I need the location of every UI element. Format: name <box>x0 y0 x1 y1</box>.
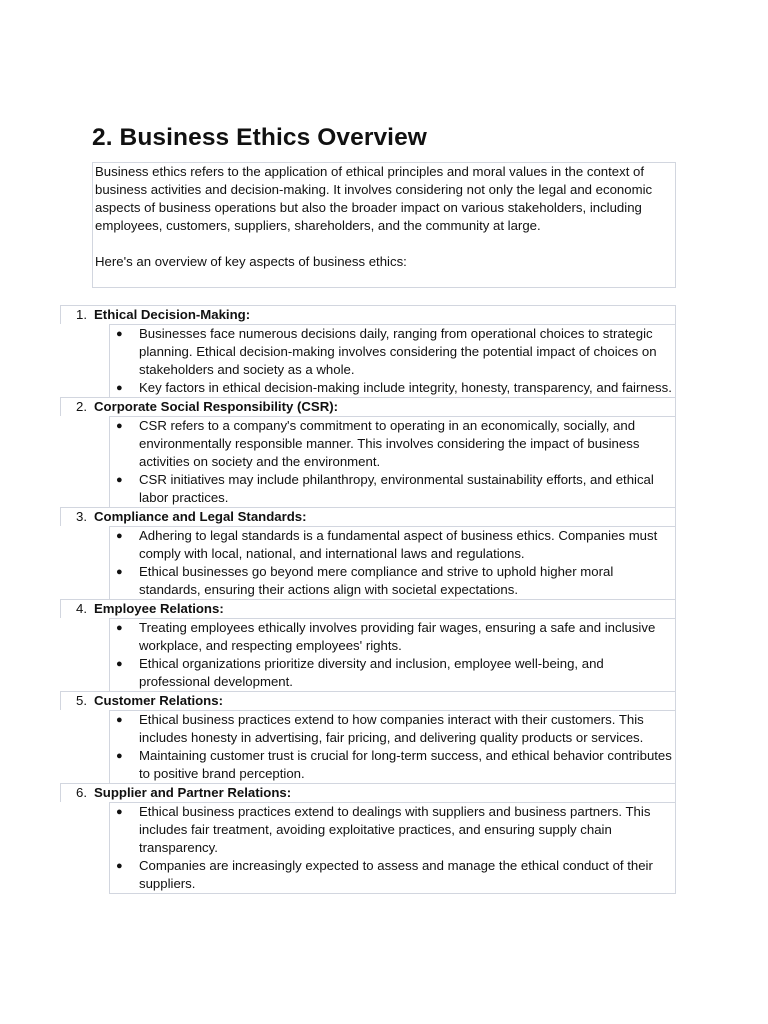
aspect-number: 4. <box>76 601 87 616</box>
intro-paragraph: Business ethics refers to the application of ethical principles and moral values in the context of business activities and decision-making. It involves considering not only the legal and economic aspects of business operations but also the broader impact on various stakeholders, including employees, customers, suppliers, shareholders, and the community at large. <box>95 164 653 233</box>
aspect-list <box>60 305 676 894</box>
aspect-number: 1. <box>76 307 87 322</box>
bullet-list <box>109 710 676 783</box>
bullet-item <box>110 803 675 857</box>
bullet-text: Ethical businesses go beyond mere compliance and strive to uphold higher moral standards, ensuring their actions align with societal expectations. <box>139 564 614 597</box>
aspect-number: 5. <box>76 693 87 708</box>
bullet-item <box>110 471 675 507</box>
bullet-text: Ethical organizations prioritize diversity and inclusion, employee well-being, and professional development. <box>139 656 604 689</box>
aspect-header <box>60 507 676 526</box>
aspect-title: Customer Relations: <box>94 693 223 708</box>
bullet-item <box>110 655 675 691</box>
bullet-text: CSR initiatives may include philanthropy, environmental sustainability efforts, and ethical labor practices. <box>139 472 654 505</box>
bullet-item <box>110 379 675 397</box>
bullet-dot-icon: ● <box>116 530 123 542</box>
bullet-text: Ethical business practices extend to dealings with suppliers and business partners. This includes fair treatment, avoiding exploitative practices, and ensuring supply chain transparency. <box>139 804 651 855</box>
bullet-item <box>110 619 675 655</box>
bullet-item <box>110 417 675 471</box>
aspect-header <box>60 599 676 618</box>
bullet-text: Companies are increasingly expected to assess and manage the ethical conduct of their suppliers. <box>139 858 653 891</box>
aspect-number: 2. <box>76 399 87 414</box>
aspect-header <box>60 305 676 324</box>
bullet-dot-icon: ● <box>116 566 123 578</box>
bullet-list <box>109 324 676 397</box>
bullet-item <box>110 711 675 747</box>
bullet-item <box>110 857 675 893</box>
section-heading: 2. Business Ethics Overview <box>92 124 427 151</box>
bullet-dot-icon: ● <box>116 806 123 818</box>
bullet-item <box>110 325 675 379</box>
aspect-item <box>60 305 676 397</box>
bullet-text: Businesses face numerous decisions daily, ranging from operational choices to strategic planning. Ethical decision-making involves considering the potential impact of choices on stakeholders and society as a whole. <box>139 326 657 377</box>
aspect-item <box>60 397 676 507</box>
bullet-dot-icon: ● <box>116 420 123 432</box>
bullet-text: CSR refers to a company's commitment to operating in an economically, socially, and environmentally responsible manner. This involves considering the impact of business activities on society and the environment. <box>139 418 640 469</box>
aspect-item <box>60 599 676 691</box>
aspect-item <box>60 783 676 894</box>
bullet-dot-icon: ● <box>116 622 123 634</box>
paragraph-spacer <box>93 235 675 253</box>
bullet-text: Adhering to legal standards is a fundamental aspect of business ethics. Companies must comply with local, national, and international laws and regulations. <box>139 528 658 561</box>
aspect-header <box>60 783 676 802</box>
bullet-dot-icon: ● <box>116 860 123 872</box>
aspect-title: Compliance and Legal Standards: <box>94 509 307 524</box>
bullet-item <box>110 747 675 783</box>
aspect-title: Ethical Decision-Making: <box>94 307 251 322</box>
bullet-list <box>109 416 676 507</box>
bullet-text: Key factors in ethical decision-making include integrity, honesty, transparency, and fairness. <box>139 380 672 395</box>
aspect-number: 3. <box>76 509 87 524</box>
aspect-header <box>60 397 676 416</box>
bullet-list <box>109 526 676 599</box>
bullet-list <box>109 802 676 894</box>
bullet-item <box>110 527 675 563</box>
aspect-title: Supplier and Partner Relations: <box>94 785 292 800</box>
bullet-dot-icon: ● <box>116 328 123 340</box>
aspect-item <box>60 691 676 783</box>
aspect-title: Employee Relations: <box>94 601 224 616</box>
bullet-dot-icon: ● <box>116 382 123 394</box>
aspect-item <box>60 507 676 599</box>
aspect-header <box>60 691 676 710</box>
intro-lead: Here's an overview of key aspects of business ethics: <box>95 254 407 269</box>
aspect-number: 6. <box>76 785 87 800</box>
bullet-dot-icon: ● <box>116 714 123 726</box>
bullet-text: Maintaining customer trust is crucial for long-term success, and ethical behavior contributes to positive brand perception. <box>139 748 672 781</box>
aspect-title: Corporate Social Responsibility (CSR): <box>94 399 339 414</box>
bullet-dot-icon: ● <box>116 658 123 670</box>
bullet-list <box>109 618 676 691</box>
bullet-text: Treating employees ethically involves providing fair wages, ensuring a safe and inclusive workplace, and respecting employees' rights. <box>139 620 656 653</box>
bullet-dot-icon: ● <box>116 750 123 762</box>
bullet-item <box>110 563 675 599</box>
bullet-text: Ethical business practices extend to how companies interact with their customers. This includes honesty in advertising, fair pricing, and delivering quality products or services. <box>139 712 644 745</box>
intro-box <box>92 162 676 288</box>
bullet-dot-icon: ● <box>116 474 123 486</box>
